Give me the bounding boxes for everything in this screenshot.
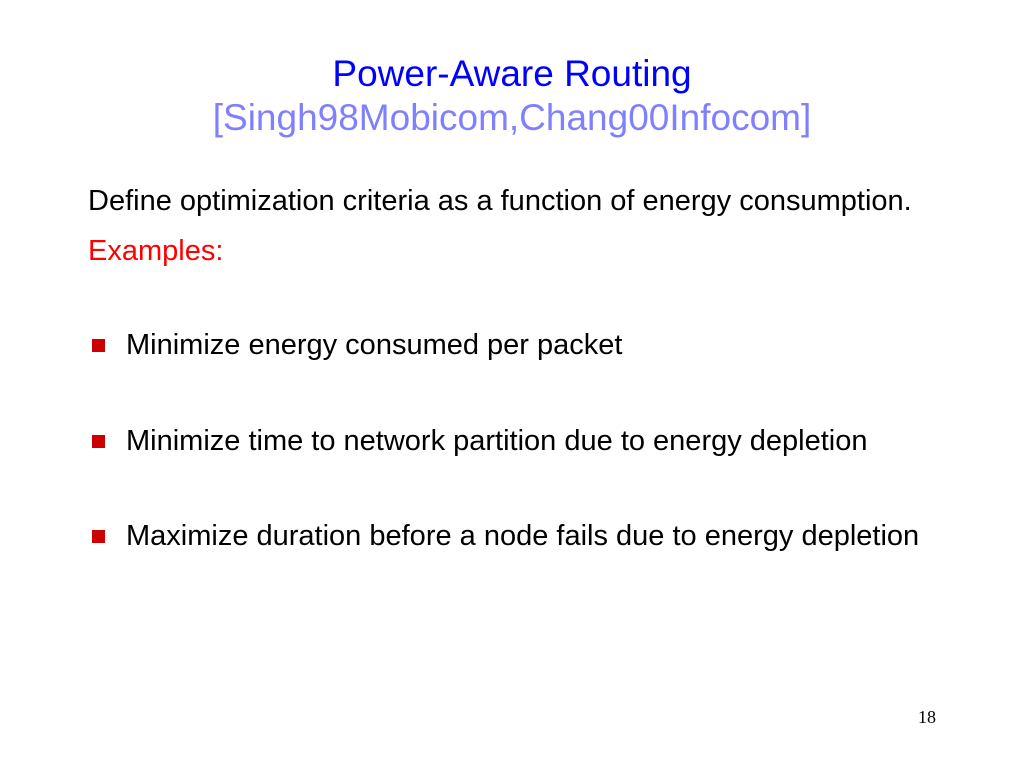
bullet-item [88, 325, 968, 365]
bullet-text: Minimize energy consumed per packet [126, 329, 623, 361]
bullet-item [88, 421, 968, 461]
title-citation: [Singh98Mobicom,Chang00Infocom] [212, 97, 812, 138]
bullet-list [88, 325, 968, 612]
intro-text: Define optimization criteria as a function of energy consumption. [88, 185, 912, 217]
slide-title [0, 52, 1024, 140]
square-bullet-icon [92, 530, 105, 543]
page-number: 18 [918, 707, 936, 727]
intro-examples-label: Examples: [88, 235, 224, 267]
bullet-item [88, 516, 968, 556]
square-bullet-icon [92, 339, 105, 352]
square-bullet-icon [92, 435, 105, 448]
bullet-text: Maximize duration before a node fails due to energy depletion [126, 520, 920, 552]
bullet-text: Minimize time to network partition due to energy depletion [126, 425, 868, 457]
intro-paragraph [88, 176, 968, 276]
title-main: Power-Aware Routing [332, 53, 692, 94]
